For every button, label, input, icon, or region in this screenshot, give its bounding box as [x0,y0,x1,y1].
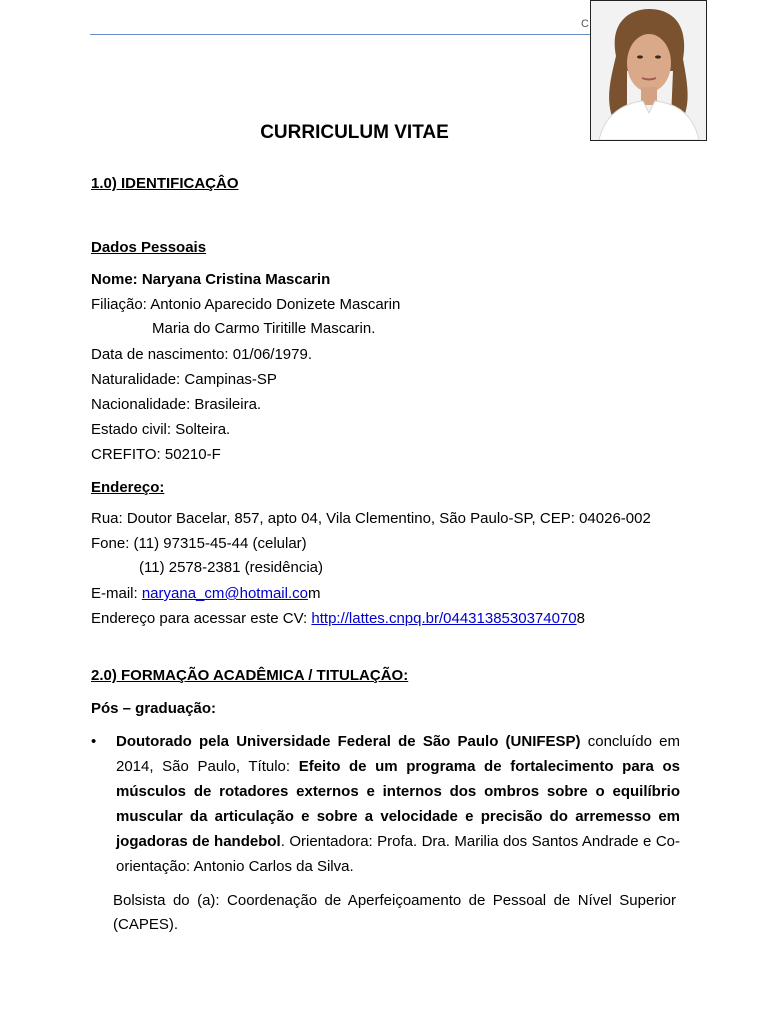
section-formacao-heading: 2.0) FORMAÇÃO ACADÊMICA / TITULAÇÃO: [91,667,409,684]
estado-civil-line: Estado civil: Solteira. [91,421,231,438]
email-label: E-mail: [91,585,142,602]
rua-line: Rua: Doutor Bacelar, 857, apto 04, Vila Clementino, São Paulo-SP, CEP: 04026-002 [91,510,651,527]
naturalidade-line: Naturalidade: Campinas-SP [91,371,277,388]
nome-line: Nome: Naryana Cristina Mascarin [91,271,331,288]
email-tail: m [307,585,321,602]
cv-line [91,609,585,629]
doutorado-paragraph [116,729,680,879]
doutorado-text-2: . Orientadora: Profa. Dra. Marilia dos Santos Andrade e Co-orientação: Antonio Carlos da Silva. [116,833,681,875]
nascimento-line: Data de nascimento: 01/06/1979. [91,346,312,363]
crefito-line: CREFITO: 50210-F [91,446,221,463]
email-link[interactable]: naryana_cm@hotmail.co [141,585,308,602]
profile-photo [590,0,707,141]
fone-line-2: (11) 2578-2381 (residência) [139,559,323,576]
fone-line-1: Fone: (11) 97315-45-44 (celular) [91,535,307,552]
filiacao-line-2: Maria do Carmo Tiritille Mascarin. [152,320,376,337]
bolsa-paragraph: Bolsista do (a): Coordenação de Aperfeiçoamento de Pessoal de Nível Superior (CAPES). [113,892,676,933]
section-identificacao-heading: 1.0) IDENTIFICAÇÂO [91,175,239,192]
email-line [91,584,320,604]
header-rule [90,34,610,35]
doutorado-thesis-title: Efeito de um programa de fortalecimento para os músculos de rotadores externos e internos dos ombros sobre o equilíbrio muscular da articulação e sobre a velocidade e precisão do arremesso em jogadoras de handebol [116,758,680,850]
cv-tail: 8 [576,610,585,627]
endereco-heading: Endereço: [91,479,165,496]
running-header: C [581,18,589,30]
bullet-marker: • [91,733,97,750]
pos-graduacao-heading: Pós – graduação: [91,700,217,717]
doutorado-institution: Doutorado pela Universidade Federal de São Paulo (UNIFESP) [116,733,581,750]
document-title: CURRICULUM VITAE [260,122,449,143]
dados-pessoais-heading: Dados Pessoais [91,239,207,256]
cv-link[interactable]: http://lattes.cnpq.br/0443138530374070 [311,610,577,627]
cv-label: Endereço para acessar este CV: [91,610,312,627]
portrait-image [591,1,706,140]
doutorado-text-1: concluído em 2014, São Paulo, Título: [116,733,680,775]
filiacao-line-1: Filiação: Antonio Aparecido Donizete Mascarin [91,296,401,313]
nacionalidade-line: Nacionalidade: Brasileira. [91,396,262,413]
